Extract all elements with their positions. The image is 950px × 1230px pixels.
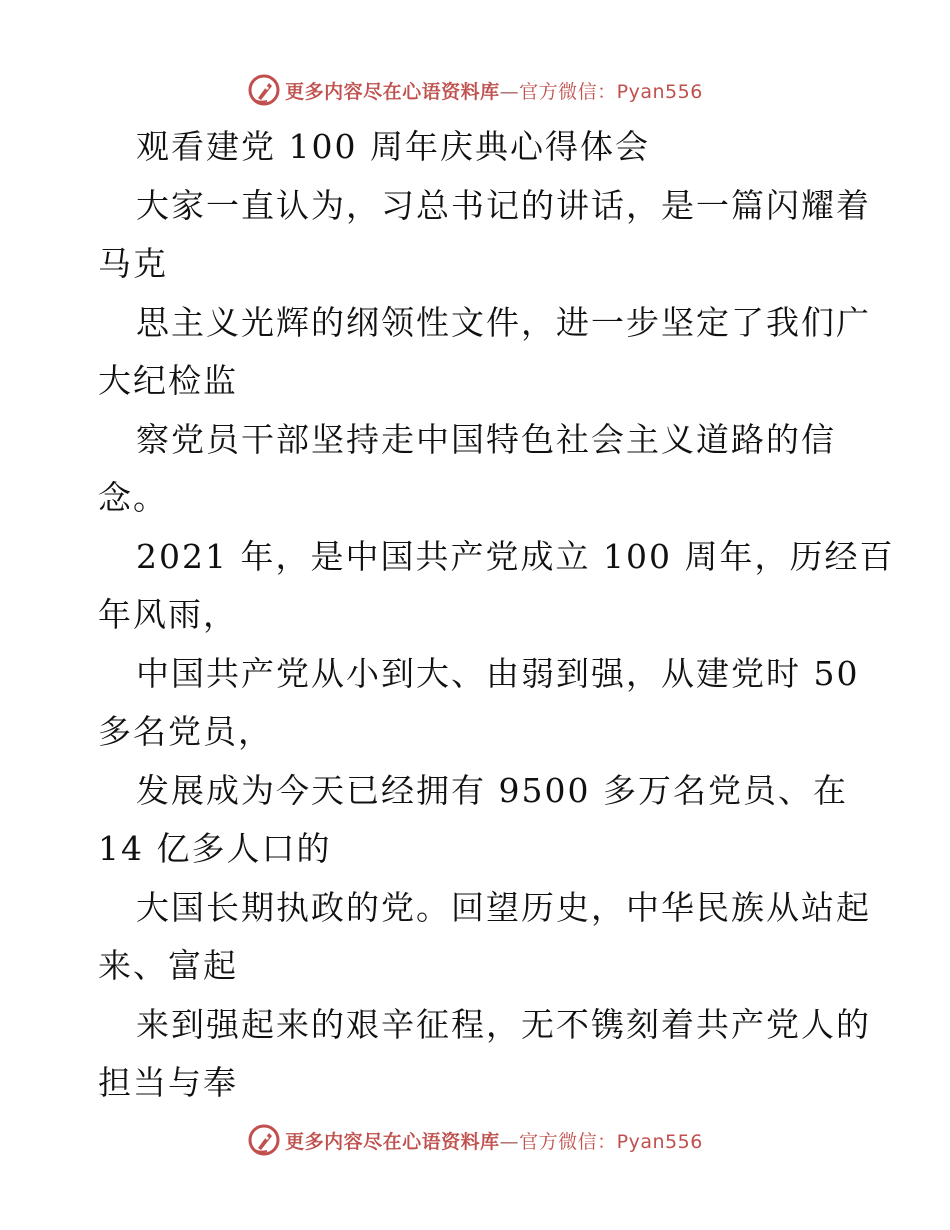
document-body [98, 118, 895, 1113]
text-line: 年风雨， [98, 595, 238, 634]
text-line: 发展成为今天已经拥有 9500 多万名党员、在 [136, 770, 848, 810]
text-line: 察党员干部坚持走中国特色社会主义道路的信 [136, 419, 836, 459]
banner-dash: — [499, 80, 520, 103]
banner-wechat: 官方微信：Pyan556 [519, 80, 703, 103]
text-line: 来、富起 [98, 946, 238, 985]
text-line: 多名党员， [98, 712, 273, 751]
text-line: 念。 [98, 478, 168, 517]
banner-text [285, 1127, 703, 1154]
text-line: 马克 [98, 244, 168, 283]
banner-text [285, 77, 703, 104]
text-line: 2021 年，是中国共产党成立 100 周年，历经百 [136, 536, 895, 576]
banner-wechat: 官方微信：Pyan556 [519, 1130, 703, 1153]
pen-nib-logo-icon [247, 73, 281, 107]
text-line: 来到强起来的艰辛征程，无不镌刻着共产党人的 [136, 1004, 871, 1044]
text-line: 思主义光辉的纲领性文件，进一步坚定了我们广 [136, 302, 871, 342]
text-line: 大国长期执政的党。回望历史，中华民族从站起 [136, 887, 871, 927]
pen-nib-logo-icon [247, 1123, 281, 1157]
text-line: 中国共产党从小到大、由弱到强，从建党时 50 [136, 653, 860, 693]
text-line: 大家一直认为，习总书记的讲话，是一篇闪耀着 [136, 185, 871, 225]
document-title: 观看建党 100 周年庆典心得体会 [136, 127, 650, 166]
text-line: 担当与奉 [98, 1063, 238, 1102]
banner-site-name: 更多内容尽在心语资料库 [285, 80, 500, 103]
banner-dash: — [499, 1130, 520, 1153]
banner-site-name: 更多内容尽在心语资料库 [285, 1130, 500, 1153]
text-line: 大纪检监 [98, 361, 238, 400]
text-line: 14 亿多人口的 [98, 829, 332, 868]
footer-banner [0, 1122, 950, 1158]
header-banner [0, 72, 950, 108]
